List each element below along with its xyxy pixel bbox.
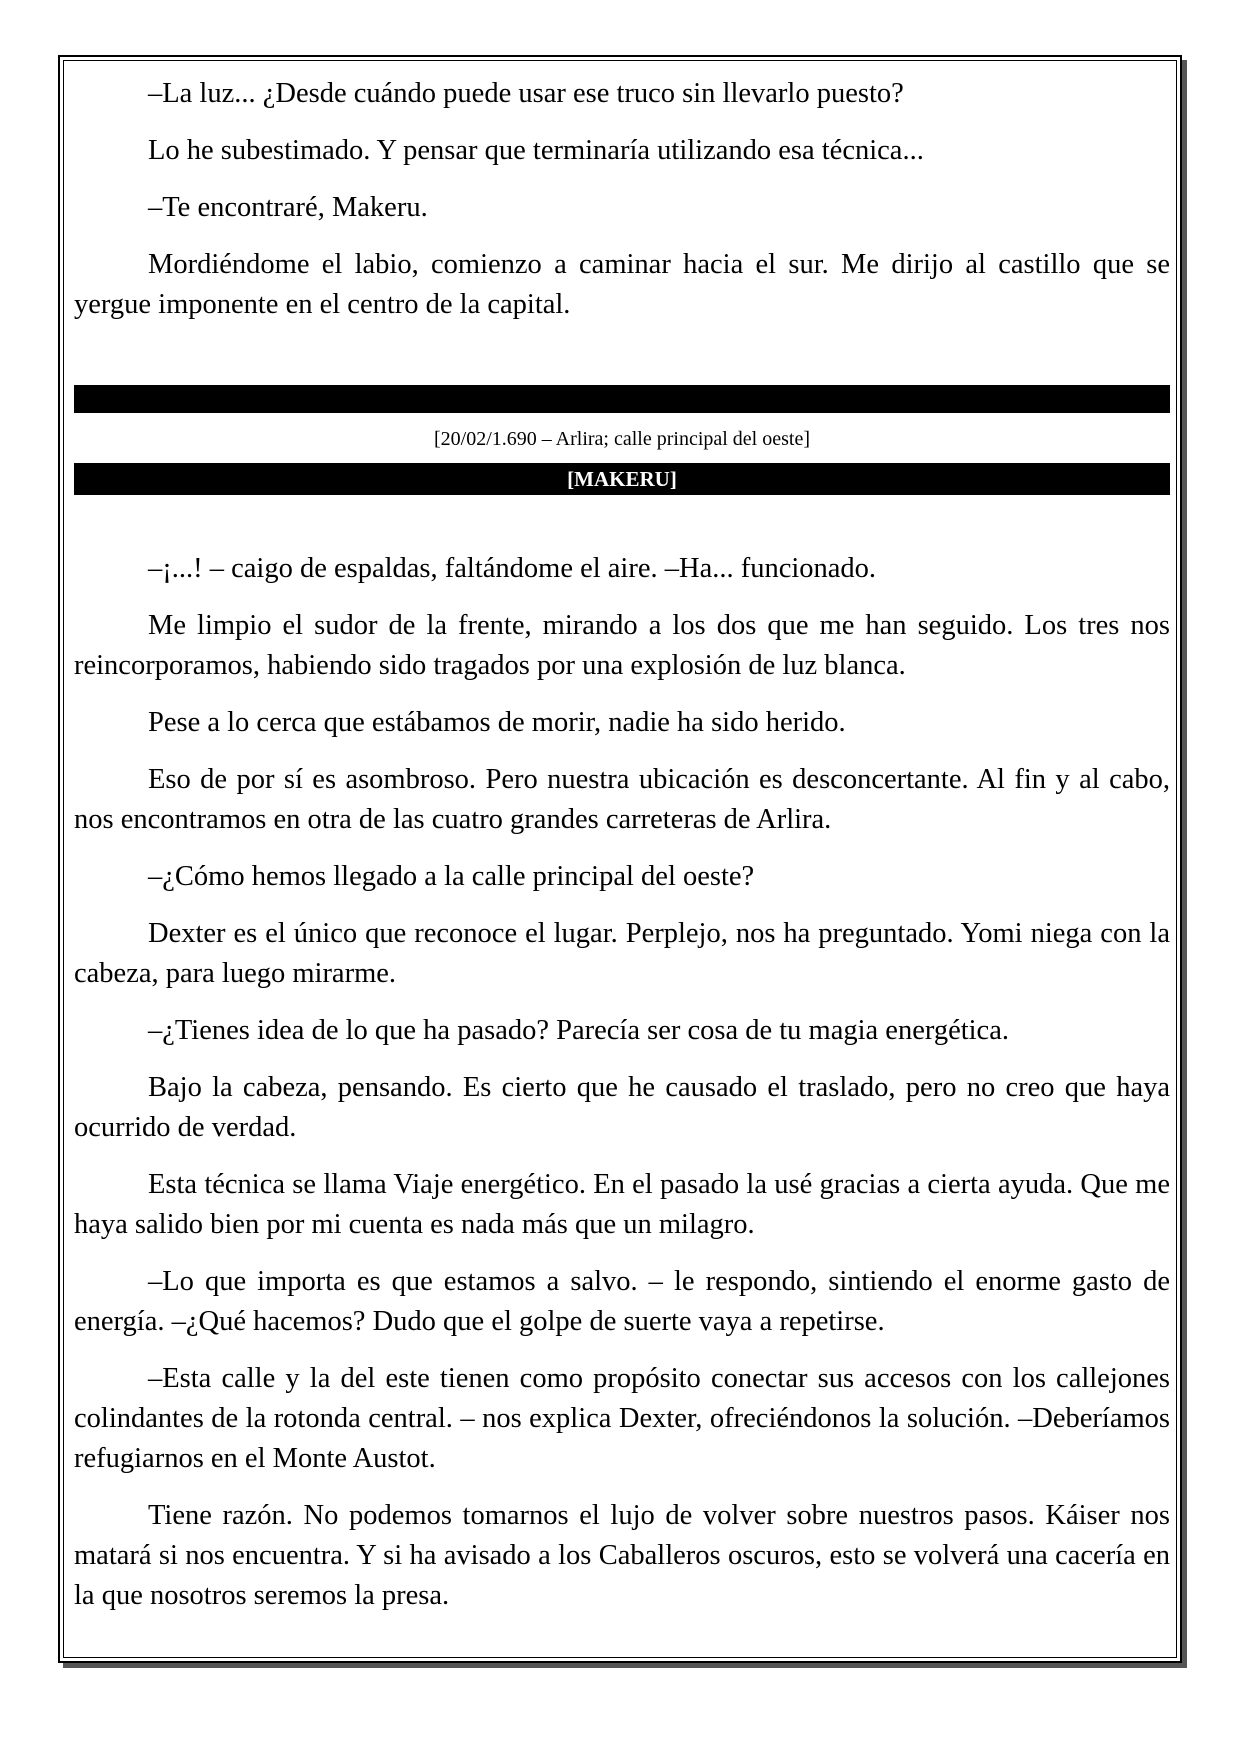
- paragraph: Bajo la cabeza, pensando. Es cierto que he causado el traslado, pero no creo que haya ocurrido de verdad.: [74, 1072, 1170, 1143]
- paragraph: Tiene razón. No podemos tomarnos el lujo de volver sobre nuestros pasos. Káiser nos matará si nos encuentra. Y si ha avisado a los Caballeros oscuros, esto se volverá una cacería en la que nosotros seremos la presa.: [74, 1500, 1170, 1611]
- paragraph: Pese a lo cerca que estábamos de morir, nadie ha sido herido.: [148, 707, 846, 738]
- paragraph: –Te encontraré, Makeru.: [148, 192, 428, 223]
- scene-date-location: [20/02/1.690 – Arlira; calle principal del oeste]: [434, 428, 810, 450]
- paragraph: Dexter es el único que reconoce el lugar. Perplejo, nos ha preguntado. Yomi niega con la cabeza, para luego mirarme.: [74, 918, 1170, 989]
- document-body: [74, 74, 1170, 1633]
- pov-header: [MAKERU]: [74, 463, 1170, 495]
- paragraph: Lo he subestimado. Y pensar que terminaría utilizando esa técnica...: [148, 135, 924, 166]
- paragraph: Esta técnica se llama Viaje energético. En el pasado la usé gracias a cierta ayuda. Que me haya salido bien por mi cuenta es nada más que un milagro.: [74, 1169, 1170, 1240]
- paragraph: Mordiéndome el labio, comienzo a caminar hacia el sur. Me dirijo al castillo que se yergue imponente en el centro de la capital.: [74, 249, 1170, 320]
- paragraph: –Esta calle y la del este tienen como propósito conectar sus accesos con los callejones colindantes de la rotonda central. – nos explica Dexter, ofreciéndonos la solución. –Deberíamos refugiarnos en el Monte Austot.: [74, 1363, 1170, 1474]
- paragraph: Eso de por sí es asombroso. Pero nuestra ubicación es desconcertante. Al fin y al cabo, nos encontramos en otra de las cuatro grandes carreteras de Arlira.: [74, 764, 1170, 835]
- paragraph: –¿Cómo hemos llegado a la calle principal del oeste?: [148, 861, 755, 892]
- paragraph: –¿Tienes idea de lo que ha pasado? Parecía ser cosa de tu magia energética.: [148, 1015, 1009, 1046]
- paragraph: –La luz... ¿Desde cuándo puede usar ese truco sin llevarlo puesto?: [148, 78, 904, 109]
- paragraph: –Lo que importa es que estamos a salvo. – le respondo, sintiendo el enorme gasto de energía. –¿Qué hacemos? Dudo que el golpe de suerte vaya a repetirse.: [74, 1266, 1170, 1337]
- scene-divider: [74, 385, 1170, 413]
- paragraph: Me limpio el sudor de la frente, mirando a los dos que me han seguido. Los tres nos reincorporamos, habiendo sido tragados por una explosión de luz blanca.: [74, 610, 1170, 681]
- paragraph: –¡...! – caigo de espaldas, faltándome el aire. –Ha... funcionado.: [148, 553, 877, 584]
